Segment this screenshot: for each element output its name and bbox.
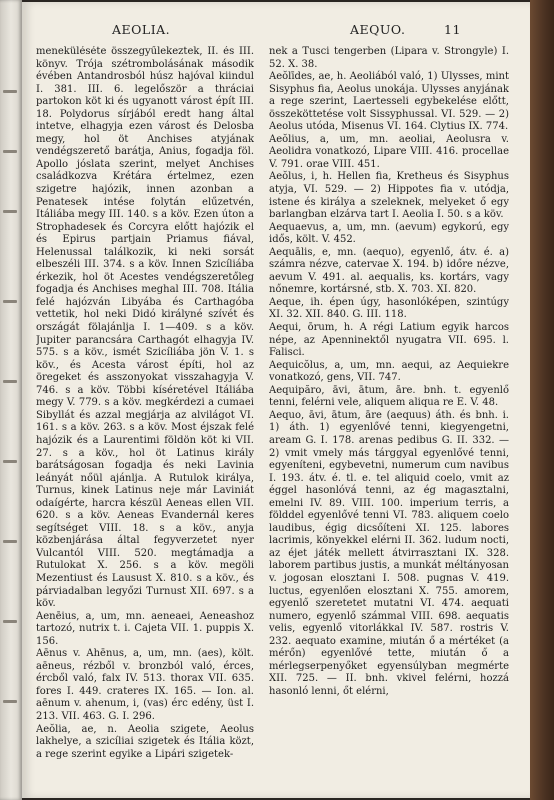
entry-aenus: Aēnus v. Ahēnus, a, um, mn. (aes), költ. aēneus, rézből v. bronzból való, érces, ércből való, falx IV. 513. thorax VII. 635. fores I. 449. crateres IX. 165. — Ion. al. aēnum v. ahenum, i, (vas) érc edény, üst I. 213. VII. 463. G. I. 296. bbox=[36, 648, 254, 722]
right-headword: AEQUO. bbox=[350, 22, 406, 37]
left-column bbox=[36, 46, 254, 786]
entry-aequi: Aequi, ōrum, h. A régi Latium egyik harcos népe, az Apenninektől nyugatra VII. 695. l. Falisci. bbox=[269, 322, 509, 359]
entry-aeneas-continued: meneküléséte összegyűlekeztek, II. és III. könyv. Trója szétrombolásának második évében Antandrosból húsz hajóval kiindul I. 381. III. 6. legelőször a thráciai partokon köt ki és ugyanott várost épít III. 18. Polydorus sírjából eredt hang által intetve, elhagyja ezen várost és Delosba megy, hol öt Anchises atyjának vendégszerető barátja, Anius, fogadja föl. Apollo jóslata szerint, melyet Anchises családkozva Krétára értelmez, ezen szigetre hajózik, innen azonban a Penatesek intése folytán elűzetvén, Itáliába megy III. 140. s a köv. Ezen úton a Strophadesek és Corcyra előtt hajózik el és Epirus partjain Priamus fiával, Helenussal találkozik, ki neki sorsát elbeszéli III. 374. s a köv. Innen Szicíliába érkezik, hol öt Acestes vendégszeretőleg fogadja és Anchises meghal III. 708. Itália felé hajózván Libyába és Carthagóba vettetik, hol neki Didó királyné szívét és országát fölajánlja I. 1—409. s a köv. Jupiter parancsára Carthagót elhagyja IV. 575. s a köv., ismét Szicíliába jön V. 1. s köv., és Acesta várost építi, hol az öregeket és asszonyokat visszahagyja V. 746. s a köv. Többi kíséretével Itáliába megy V. 779. s a köv. megkérdezi a cumaei Sibyllát és azzal megjárja az alvilágot VI. 161. s a köv. 263. s a köv. Most éjszak felé hajózik és a Laurentimi földön köt ki VII. 27. s a köv., hol öt Latinus király barátságosan fogadja és neki Lavinia leányát nőül ajánlja. A Rutulok királya, Turnus, kinek Latinus neje már Laviniát odaígérte, harcra készül Aeneas ellen VII. 620. s a köv. Aeneas Evandernál keres segítséget VIII. 18. s a köv., anyja közbenjárása által fegyverzetet nyer Vulcantól VIII. 520. megtámadja a Rutulokat X. 256. s a köv. megöli Mezentiust és Lausust X. 810. s a köv., és párviadalban legyőzi Turnust XII. 697. s a köv. bbox=[36, 46, 254, 610]
entry-aequaevus: Aequaevus, a, um, mn. (aevum) egykorú, egy idős, költ. V. 452. bbox=[269, 221, 509, 246]
left-headword: AEOLIA. bbox=[112, 22, 171, 37]
entry-aeolia: Aeŏlia, ae, n. Aeolia szigete, Aeolus lakhelye, a szicíliai szigetek és Itália közt, a rege szerint egyike a Lipári szigetek- bbox=[36, 723, 254, 760]
running-header bbox=[22, 22, 530, 40]
entry-aequiparo: Aequipăro, āvi, ātum, āre. bnh. t. egyenlő tenni, felérni vele, aliquem aliqua re E. V. 48. bbox=[269, 384, 509, 409]
entry-aeneius: Aenēius, a, um, mn. aeneaei, Aeneashoz tartozó, nutrix t. i. Cajeta VII. 1. puppis X. 156. bbox=[36, 610, 254, 647]
entry-aequicolus: Aequicŏlus, a, um, mn. aequi, az Aequiekre vonatkozó, gens, VII. 747. bbox=[269, 359, 509, 384]
entry-aeque: Aeque, ih. épen úgy, hasonlóképen, szintúgy XI. 32. XII. 840. G. III. 118. bbox=[269, 296, 509, 321]
dictionary-page bbox=[22, 2, 530, 798]
entry-aequalis: Aequālis, e, mn. (aequo), egyenlő, átv. é. a) számra nézve, catervae X. 194. b) időre nézve, aevum V. 491. al. aequalis, ks. kortárs, vagy nőnemre, kortársné, stb. X. 703. XI. 820. bbox=[269, 246, 509, 296]
book-cover-edge bbox=[530, 0, 554, 800]
right-column bbox=[269, 46, 509, 786]
page-number: 11 bbox=[444, 22, 461, 37]
column-divider bbox=[261, 46, 262, 786]
entry-aequo: Aequo, āvi, ātum, āre (aequus) áth. és bnh. i. 1) áth. 1) egyenlővé tenni, kiegyengetni, aream G. I. 178. arenas pedibus G. II. 332. — 2) vmit vmely más tárggyal egyenlővé tenni, egyeníteni, egybevetni, numerum cum navibus I. 193. átv. é. tl. e. tel aliquid coelo, vmit az éggel hasonlóvá tenni, az ég magasztalni, emelni IV. 89. VIII. 100. imperium terris, a földdel egyenlővé tenni VI. 783. aliquem coelo laudibus, égig dicsőíteni XI. 125. labores lacrimis, könyekkel elérni II. 362. ludum nocti, az éjet játék mellett átvirrasztani IX. 328. laborem partibus justis, a munkát méltányosan v. jogosan elosztani I. 508. pugnas V. 419. luctus, egyenlően elosztani X. 755. amorem, egyenlő szeretetet mutatni VI. 474. aequati numero, egyenlő számmal VIII. 698. aequatis velis, egyenlő vitorlákkal IV. 587. rostris V. 232. aequato examine, miután ő a mértéket (a mérőn) egyenlővé tette, miután ő a mérlegserpenyőket egyensúlyban megmérte XII. 725. — II. bnh. vkivel felérni, hozzá hasonló lenni, őt elérni, bbox=[269, 409, 509, 697]
adjacent-page-edge bbox=[0, 0, 22, 800]
entry-aeolides: Aeŏlīdes, ae, h. Aeoliából való, 1) Ulysses, mint Sisyphus fia, Aeolus unokája. Ulysses anyjának a rege szerint, Laertesseli egybekelése előtt, összeköttetése volt Sissyphussal. VI. 529. — 2) Aeolus utóda, Misenus VI. 164. Clytius IX. 774. bbox=[269, 71, 509, 133]
entry-aeolus: Aeŏlus, i, h. Hellen fia, Kretheus és Sisyphus atyja, VI. 529. — 2) Hippotes fia v. utódja, istene és királya a szeleknek, melyeket ő egy barlangban elzárva tart I. Aeolia I. 50. s a köv. bbox=[269, 171, 509, 221]
entry-aeolia-continued: nek a Tusci tengerben (Lipara v. Strongyle) I. 52. X. 38. bbox=[269, 46, 509, 70]
entry-aeolius: Aeŏlius, a, um, mn. aeoliai, Aeolusra v. Aeolidra vonatkozó, Lipare VIII. 416. procellae V. 791. orae VIII. 451. bbox=[269, 133, 509, 170]
